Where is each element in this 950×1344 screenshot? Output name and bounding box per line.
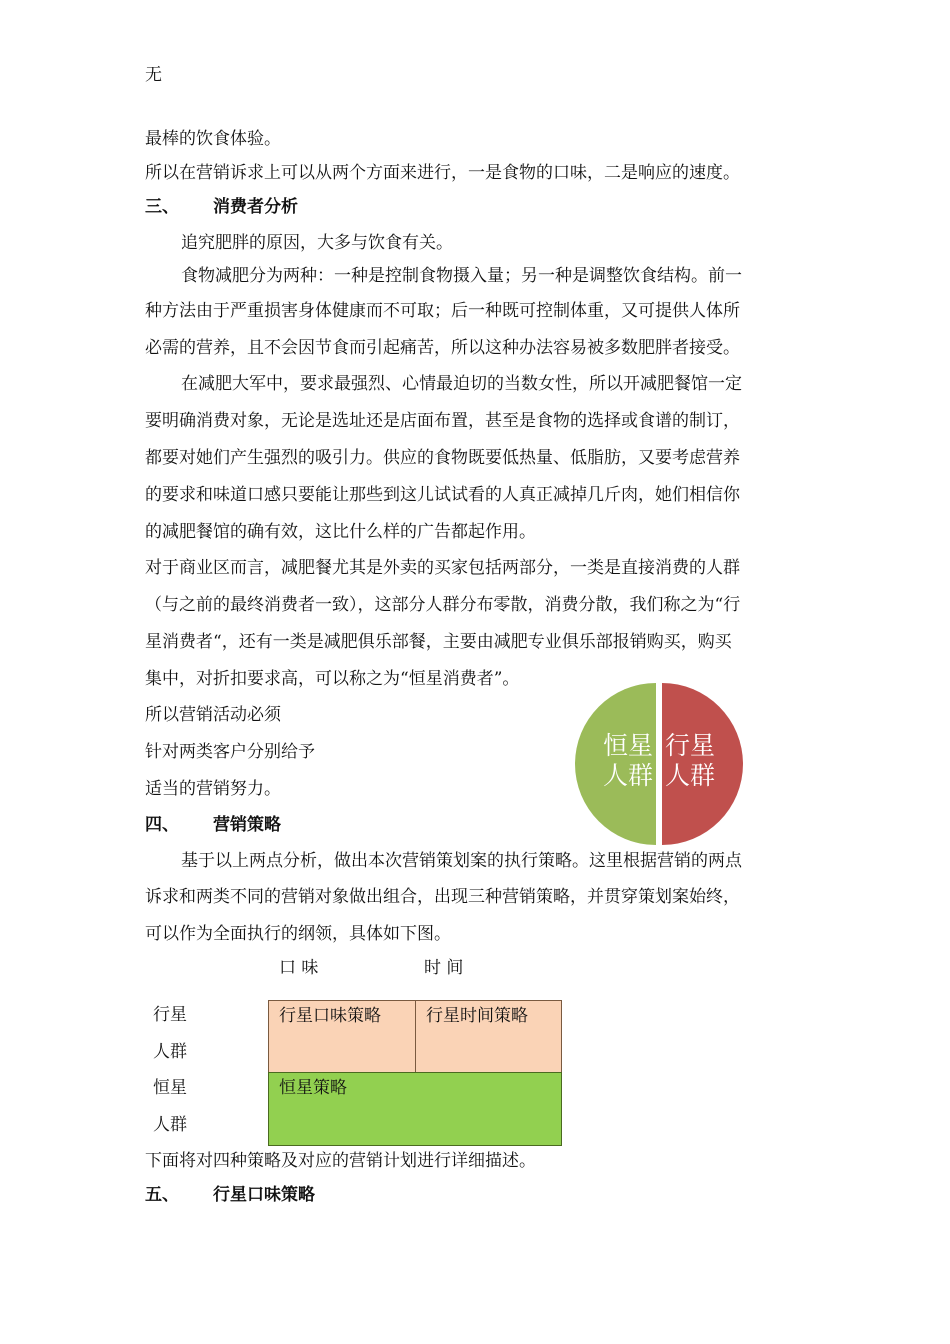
- heading-xing-kouwei-strategy: [145, 1184, 315, 1206]
- text-line: 追究肥胖的原因，大多与饮食有关。: [181, 233, 453, 253]
- text-line: 最棒的饮食体验。: [145, 129, 281, 149]
- text-line: 适当的营销努力。: [145, 779, 281, 799]
- text-line: 针对两类客户分别给予: [145, 742, 315, 762]
- heading-title: 营销策略: [213, 815, 281, 835]
- label-line: 人群: [602, 761, 653, 790]
- cell-heng-strategy: 恒星策略: [268, 1072, 562, 1146]
- text-line: 所以在营销诉求上可以从两个方面来进行，一是食物的口味，二是响应的速度。: [145, 163, 740, 183]
- label-line: 恒星: [602, 731, 653, 760]
- text-line: 要明确消费对象，无论是选址还是店面布置，甚至是食物的选择或食谱的制订，: [145, 411, 740, 431]
- heading-title: 行星口味策略: [213, 1185, 315, 1205]
- text-line: 在减肥大军中，要求最强烈、心情最迫切的当数女性，所以开减肥餐馆一定: [181, 374, 742, 394]
- text-line: 的减肥餐馆的确有效，这比什么样的广告都起作用。: [145, 522, 536, 542]
- text-line: 所以营销活动必须: [145, 705, 281, 725]
- cell-xing-shijian-strategy: 行星时间策略: [415, 1000, 562, 1073]
- xing-xing-label: [660, 731, 720, 791]
- col-header-shijian: 时 间: [424, 958, 464, 978]
- col-header-kouwei: 口 味: [279, 958, 319, 978]
- text-line: 食物减肥分为两种：一种是控制食物摄入量；另一种是调整饮食结构。前一: [181, 266, 742, 286]
- heading-marketing-strategy: [145, 814, 281, 836]
- cell-xing-kouwei-strategy: 行星口味策略: [268, 1000, 416, 1073]
- row-label: 人群: [153, 1042, 187, 1062]
- label-line: 人群: [664, 761, 715, 790]
- heng-xing-label: [598, 731, 658, 791]
- text-line: 的要求和味道口感只要能让那些到这儿试试看的人真正减掉几斤肉，她们相信你: [145, 485, 740, 505]
- row-label: 行星: [153, 1005, 187, 1025]
- text-line: 都要对她们产生强烈的吸引力。供应的食物既要低热量、低脂肪，又要考虑营养: [145, 448, 740, 468]
- text-line: 集中，对折扣要求高，可以称之为“恒星消费者”。: [145, 669, 520, 689]
- text-line: 诉求和两类不同的营销对象做出组合，出现三种营销策略，并贯穿策划案始终，: [145, 887, 740, 907]
- text-line: 可以作为全面执行的纲领，具体如下图。: [145, 924, 451, 944]
- page-header: 无: [145, 65, 162, 85]
- heading-consumer-analysis: [145, 196, 298, 218]
- text-line: 必需的营养，且不会因节食而引起痛苦，所以这种办法容易被多数肥胖者接受。: [145, 338, 740, 358]
- text-line: 星消费者“，还有一类是减肥俱乐部餐，主要由减肥专业俱乐部报销购买，购买: [145, 632, 732, 652]
- heading-number: 三、: [145, 197, 179, 217]
- text-line: 种方法由于严重损害身体健康而不可取；后一种既可控制体重，又可提供人体所: [145, 301, 740, 321]
- heading-title: 消费者分析: [213, 197, 298, 217]
- label-line: 行星: [664, 731, 715, 760]
- row-label: 人群: [153, 1115, 187, 1135]
- text-line: 对于商业区而言，减肥餐尤其是外卖的买家包括两部分，一类是直接消费的人群: [145, 558, 740, 578]
- text-line: 下面将对四种策略及对应的营销计划进行详细描述。: [145, 1151, 536, 1171]
- row-label: 恒星: [153, 1078, 187, 1098]
- heading-number: 四、: [145, 815, 179, 835]
- text-line: 基于以上两点分析，做出本次营销策划案的执行策略。这里根据营销的两点: [181, 851, 742, 871]
- heading-number: 五、: [145, 1185, 179, 1205]
- audience-circle-diagram: [574, 681, 744, 847]
- text-line: （与之前的最终消费者一致），这部分人群分布零散，消费分散，我们称之为“行: [145, 595, 741, 615]
